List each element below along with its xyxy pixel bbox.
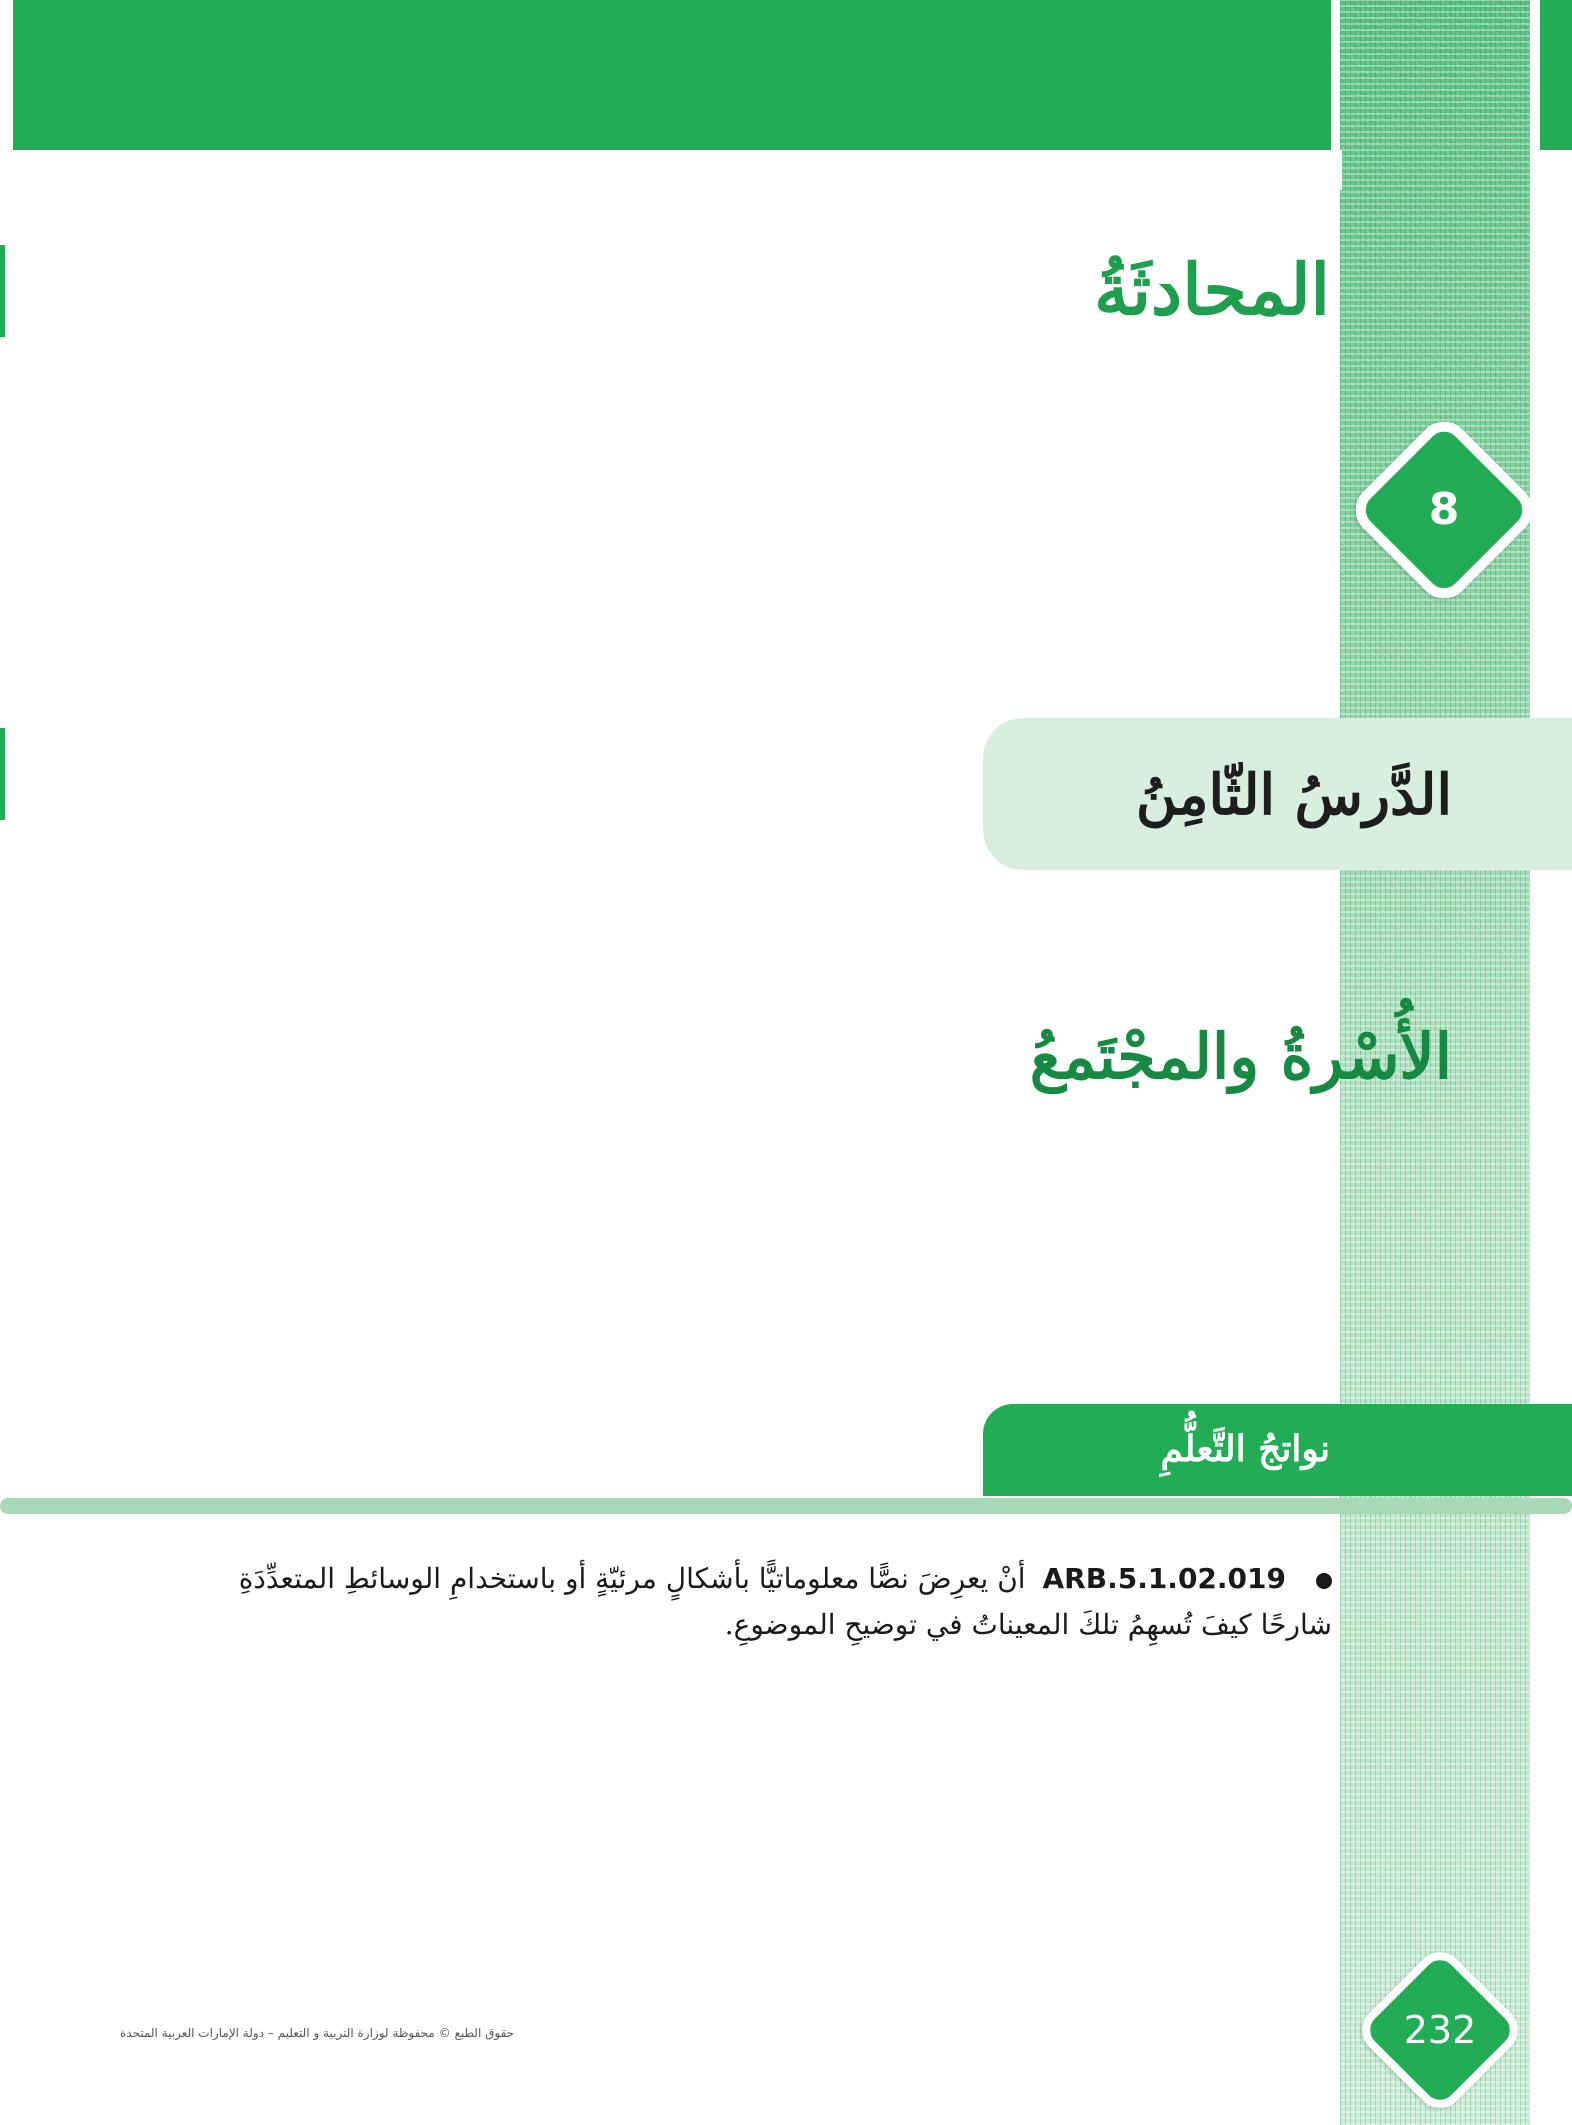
outcome-text: أنْ يعرِضَ نصًّا معلوماتيًّا بأشكالٍ مرئيّةٍ أو باستخدامِ الوسائطِ المتعدِّدَةِ شارحًا كيفَ تُسهِمُ تلكَ المعيناتُ في توضيحِ الموضوعِ. (238, 1562, 1332, 1641)
bullet-icon (1316, 1573, 1332, 1589)
header-green-bar-right (1540, 0, 1572, 150)
learning-outcome-item (230, 1556, 1332, 1648)
learning-outcomes-heading: نواتجُ التَّعلُّمِ (1160, 1428, 1330, 1470)
chapter-title: المحادثَةُ (1094, 248, 1330, 331)
texture-gap (1332, 150, 1342, 190)
header-green-bar (13, 0, 1331, 150)
lesson-label: الدَّرسُ الثّامِنُ (1135, 762, 1452, 828)
left-edge-marker (0, 245, 5, 337)
copyright-notice: حقوق الطبع © محفوظة لوزارة التربية و التعليم – دولة الإمارات العربية المتحدة (120, 2026, 515, 2040)
lesson-title: الأُسْرةُ والمجْتَمعُ (1029, 1020, 1452, 1093)
chapter-number: 8 (1428, 484, 1460, 535)
outcome-code: ARB.5.1.02.019 (1042, 1562, 1286, 1595)
page-number: 232 (1403, 2008, 1477, 2052)
left-edge-marker (0, 728, 5, 820)
outcomes-divider (0, 1498, 1572, 1514)
